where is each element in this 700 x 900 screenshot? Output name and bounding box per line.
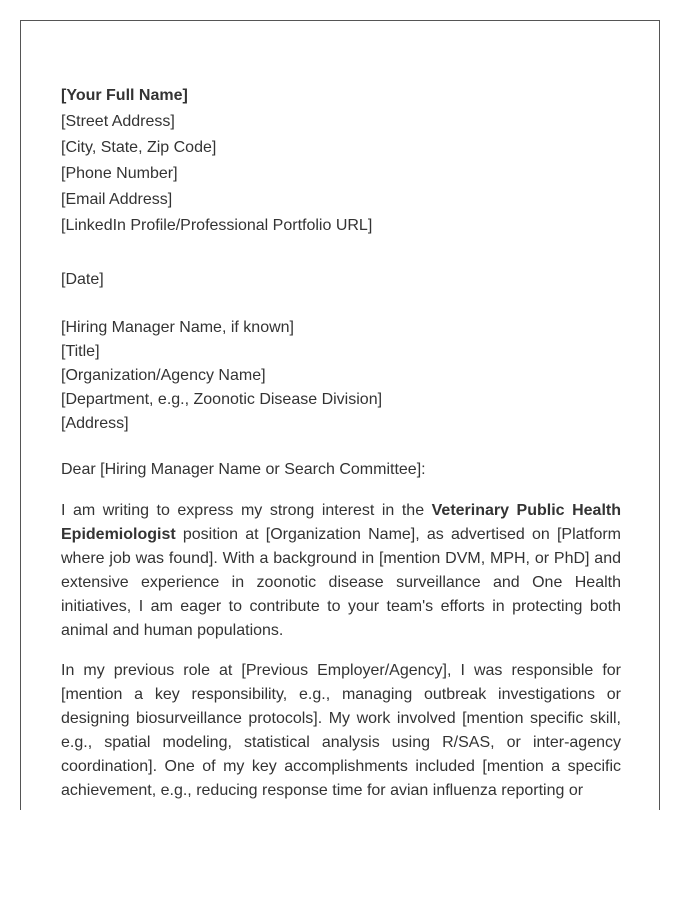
recipient-title: [Title] xyxy=(61,343,100,360)
sender-street: [Street Address] xyxy=(61,113,175,130)
date-block xyxy=(61,267,621,293)
letter-page xyxy=(20,20,660,810)
recipient-organization: [Organization/Agency Name] xyxy=(61,367,266,384)
sender-city: [City, State, Zip Code] xyxy=(61,139,217,156)
paragraph-1-intro: I am writing to express my strong interest in the xyxy=(61,502,432,519)
sender-linkedin: [LinkedIn Profile/Professional Portfolio URL] xyxy=(61,217,373,234)
recipient-department: [Department, e.g., Zoonotic Disease Division] xyxy=(61,391,383,408)
sender-phone: [Phone Number] xyxy=(61,165,178,182)
recipient-block xyxy=(61,316,621,436)
paragraph-1-rest: position at [Organization Name], as advertised on [Platform where job was found]. With a background in [mention DVM, MPH, or PhD] and extensive experience in zoonotic disease surveillance and One Health initiatives, I am eager to contribute to your team's efforts in protecting both animal and human populations. xyxy=(61,526,621,639)
letter-date: [Date] xyxy=(61,271,104,288)
sender-email: [Email Address] xyxy=(61,191,173,208)
sender-block xyxy=(61,83,621,239)
salutation: Dear [Hiring Manager Name or Search Committee]: xyxy=(61,461,426,478)
sender-name: [Your Full Name] xyxy=(61,87,188,104)
recipient-address: [Address] xyxy=(61,415,129,432)
body-paragraph-1 xyxy=(61,499,621,643)
letter-content xyxy=(61,83,621,803)
position-title: Veterinary Public Health Epidemiologist xyxy=(61,502,621,543)
body-paragraph-2: In my previous role at [Previous Employer/Agency], I was responsible for [mention a key responsibility, e.g., managing outbreak investigations or designing biosurveillance protocols]. My work involved [mention specific skill, e.g., spatial modeling, statistical analysis using R/SAS, or inter-agency coordination]. One of my key accomplishments included [mention a specific achievement, e.g., reducing response time for avian influenza reporting or xyxy=(61,662,621,799)
recipient-name: [Hiring Manager Name, if known] xyxy=(61,319,294,336)
